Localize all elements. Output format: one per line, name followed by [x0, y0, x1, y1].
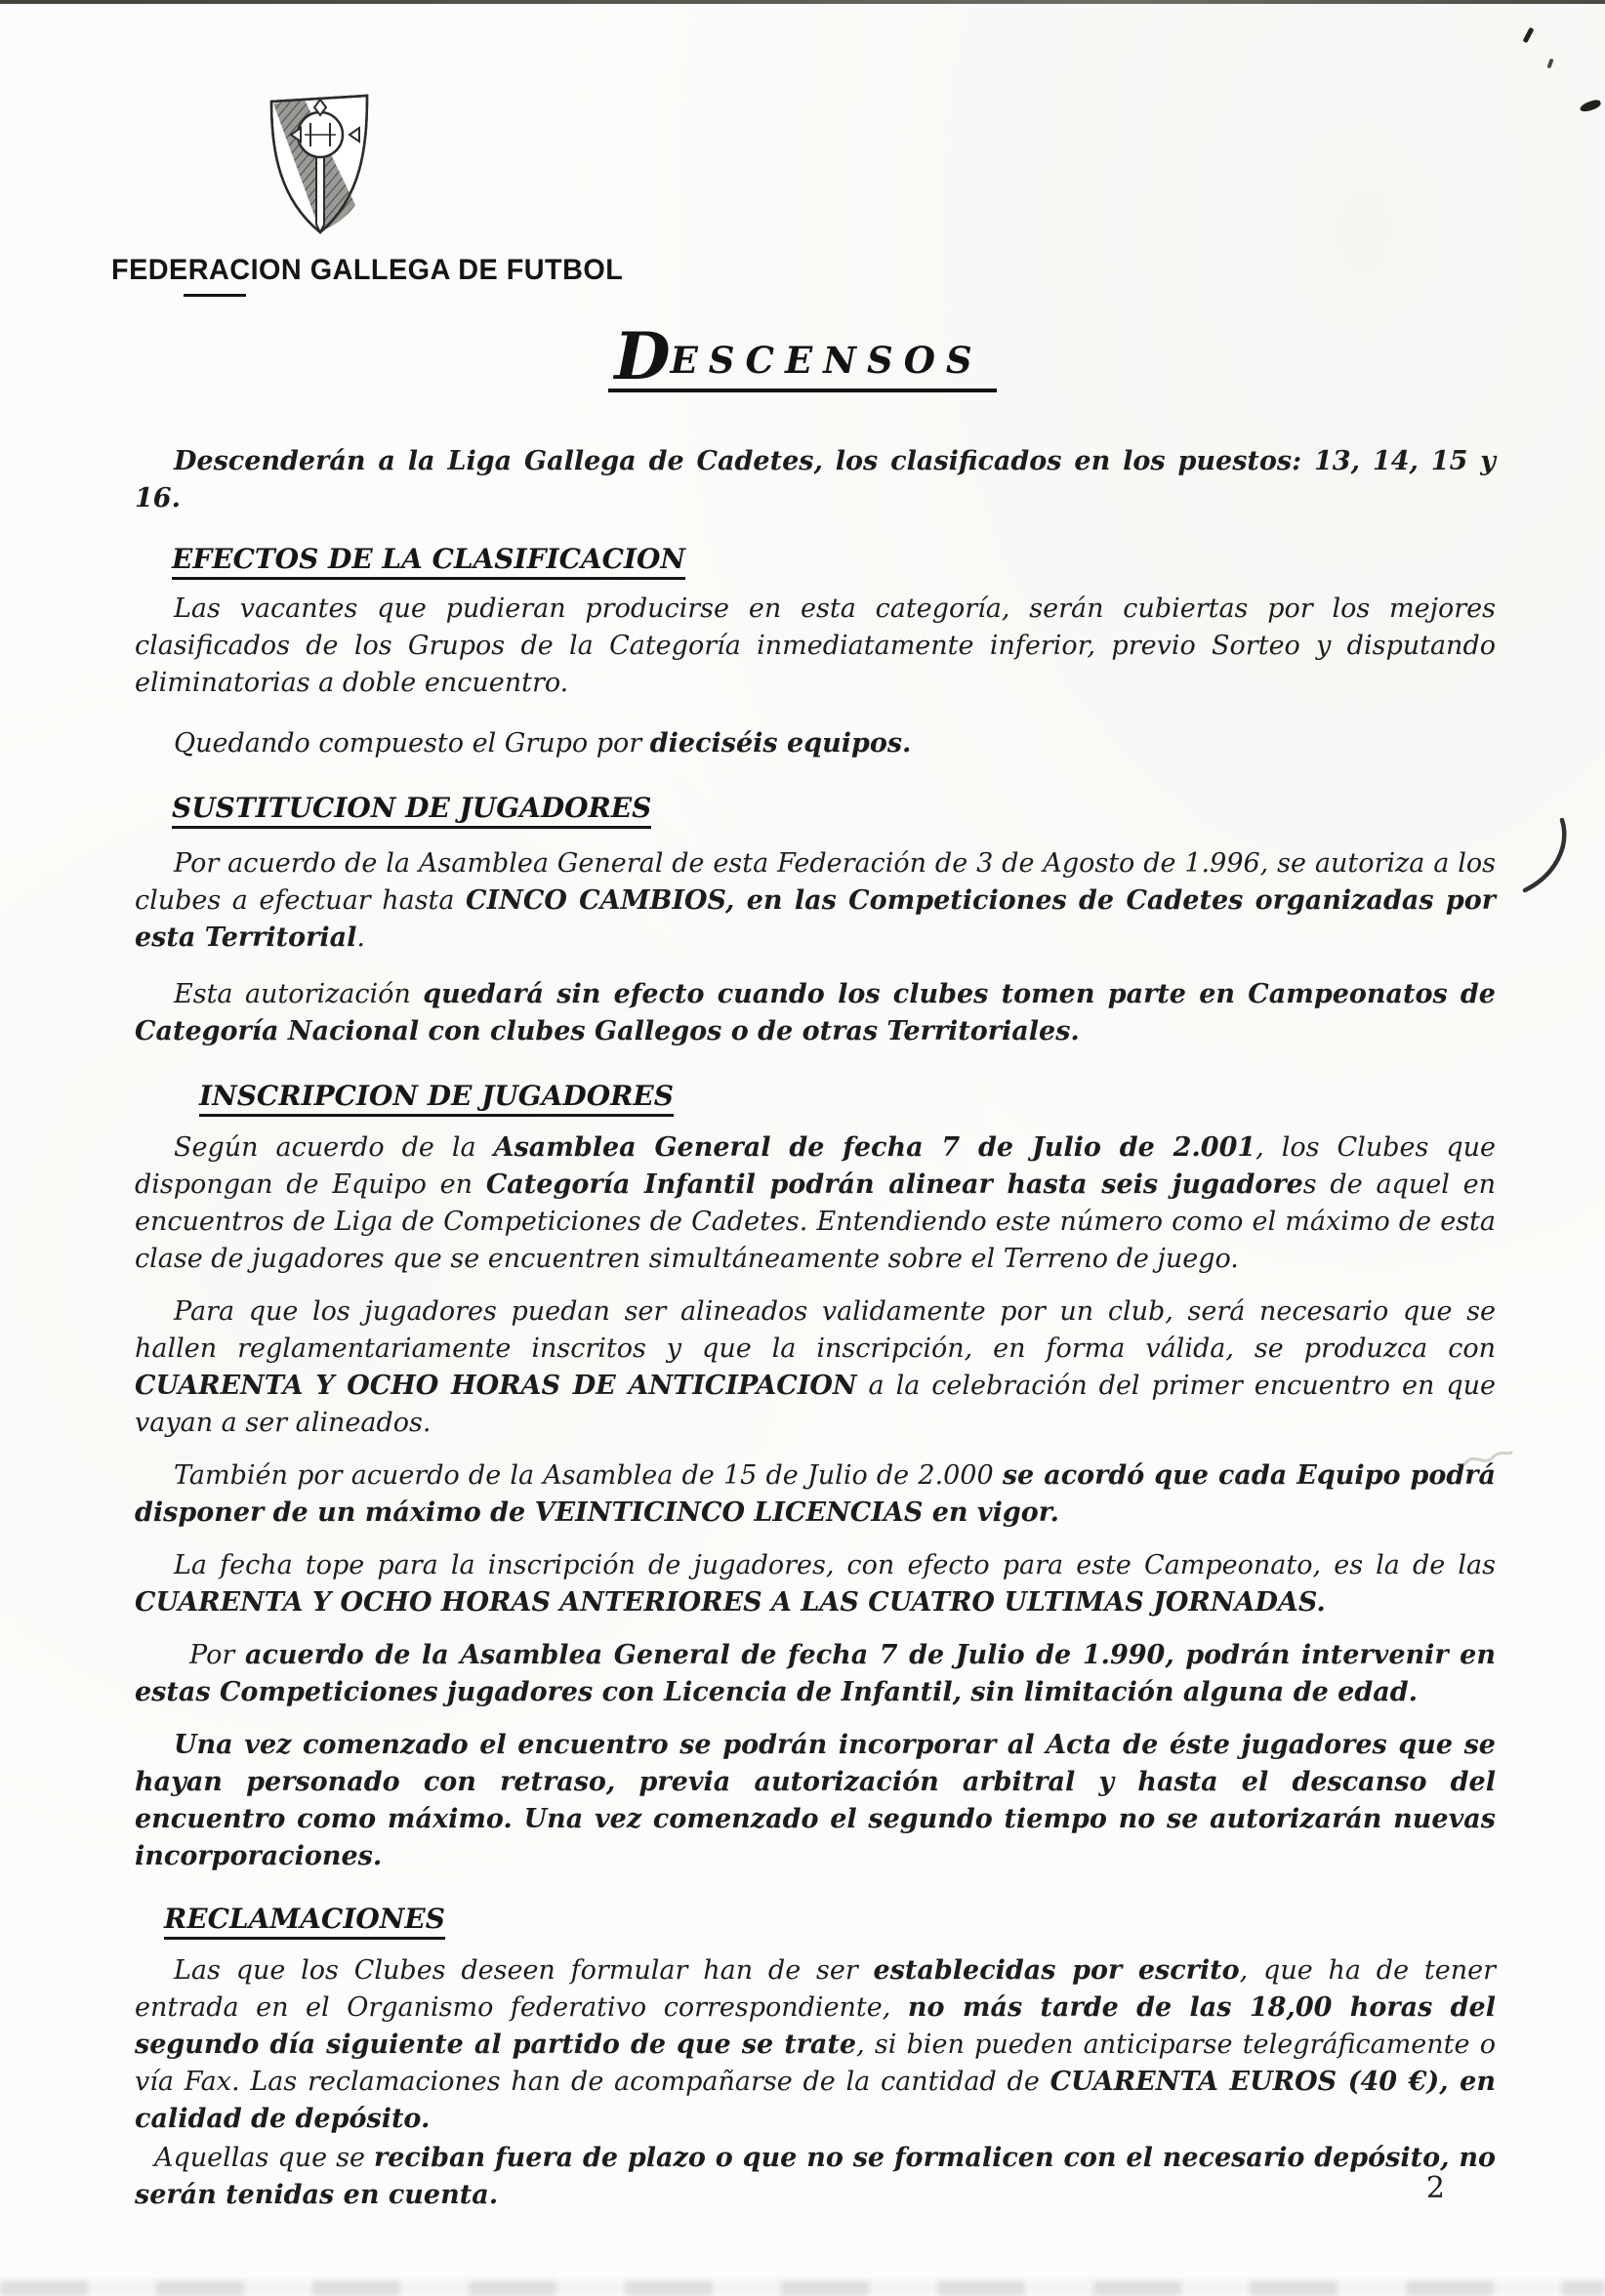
p-quedando: Quedando compuesto el Grupo por dieciséis equipos.: [174, 728, 912, 758]
p-una-vez: Una vez comenzado el encuentro se podrán incorporar al Acta de éste jugadores que se hayan personado con retraso, previa autorización arbitral y hasta el descanso del encuentro como máximo. Una vez comenzado el segundo tiempo no se autorizarán nuevas incorporaciones.: [135, 1730, 1496, 1871]
document-body: [135, 443, 1496, 2214]
pen-mark-curve: [1511, 818, 1570, 894]
ink-speck: [1546, 59, 1553, 69]
heading-reclamaciones: RECLAMACIONES: [164, 1903, 1496, 1935]
p-fecha-tope: La fecha tope para la inscripción de jugadores, con efecto para este Campeonato, es la de las CUARENTA Y OCHO HORAS ANTERIORES A LAS CUATRO ULTIMAS JORNADAS.: [135, 1550, 1496, 1618]
p-acuerdo-1990: Por acuerdo de la Asamblea General de fecha 7 de Julio de 1.990, podrán intervenir en estas Competiciones jugadores con Licencia de Infantil, sin limitación alguna de edad.: [135, 1640, 1496, 1707]
scan-bottom-artifact: [0, 2280, 1605, 2296]
heading-sustitucion: SUSTITUCION DE JUGADORES: [172, 792, 1496, 824]
p-aquellas: Aquellas que se reciban fuera de plazo o que no se formalicen con el necesario depósito, no serán tenidas en cuenta.: [135, 2143, 1496, 2210]
page-number: 2: [1425, 2171, 1445, 2205]
title-rest: ESCENSOS: [670, 339, 983, 382]
p-las-que: Las que los Clubes deseen formular han de ser establecidas por escrito, que ha de tener entrada en el Organismo federativo correspondiente, no más tarde de las 18,00 horas del segundo día siguiente al partido de que se trate, si bien pueden anticiparse telegráficamente o vía Fax. Las reclamaciones han de acompañarse de la cantidad de CUARENTA EUROS (40 €), en calidad de depósito.: [135, 1955, 1496, 2134]
ink-speck: [1579, 99, 1602, 113]
scan-edge-artifact: [0, 0, 1605, 4]
organization-name: FEDERACION GALLEGA DE FUTBOL: [111, 254, 624, 286]
p-autorizacion: Esta autorización quedará sin efecto cuando los clubes tomen parte en Campeonatos de Categoría Nacional con clubes Gallegos o de otras Territoriales.: [135, 979, 1496, 1046]
p-vacantes: Las vacantes que pudieran producirse en esta categoría, serán cubiertas por los mejores clasificados de los Grupos de la Categoría inmediatamente inferior, previo Sorteo y disputando eliminatorias a doble encuentro.: [135, 594, 1496, 698]
p-segun-2001: Según acuerdo de la Asamblea General de fecha 7 de Julio de 2.001, los Clubes que dispongan de Equipo en Categoría Infantil podrán alinear hasta seis jugadores de aquel en encuentros de Liga de Competiciones de Cadetes. Entendiendo este número como el máximo de esta clase de jugadores que se encuentren simultáneamente sobre el Terreno de juego.: [135, 1132, 1496, 1274]
pen-mark-squiggle: [1462, 1447, 1513, 1472]
p-acuerdo-1996: Por acuerdo de la Asamblea General de esta Federación de 3 de Agosto de 1.996, se autoriza a los clubes a efectuar hasta CINCO CAMBIOS, en las Competiciones de Cadetes organizadas por esta Territorial.: [135, 848, 1497, 953]
heading-efectos: EFECTOS DE LA CLASIFICACION: [172, 543, 1496, 575]
title-initial: D: [614, 318, 671, 394]
federation-crest-logo: [266, 88, 375, 236]
p-para-alineados: Para que los jugadores puedan ser alineados validamente por un club, será necesario que se hallen reglamentariamente inscritos y que la inscripción, en forma válida, se produzca con CUARENTA Y OCHO HORAS DE ANTICIPACION a la celebración del primer encuentro en que vayan a ser alineados.: [135, 1296, 1496, 1438]
heading-inscripcion: INSCRIPCION DE JUGADORES: [199, 1080, 1496, 1112]
intro-paragraph: Descenderán a la Liga Gallega de Cadetes, los clasificados en los puestos: 13, 14, 15 y 16.: [135, 446, 1496, 513]
p-tambien-2000: También por acuerdo de la Asamblea de 15 de Julio de 2.000 se acordó que cada Equipo podrá disponer de un máximo de VEINTICINCO LICENCIAS en vigor.: [135, 1460, 1496, 1528]
organization-name-underline: [184, 294, 246, 297]
document-title: [0, 318, 1605, 394]
ink-speck: [1523, 27, 1535, 43]
